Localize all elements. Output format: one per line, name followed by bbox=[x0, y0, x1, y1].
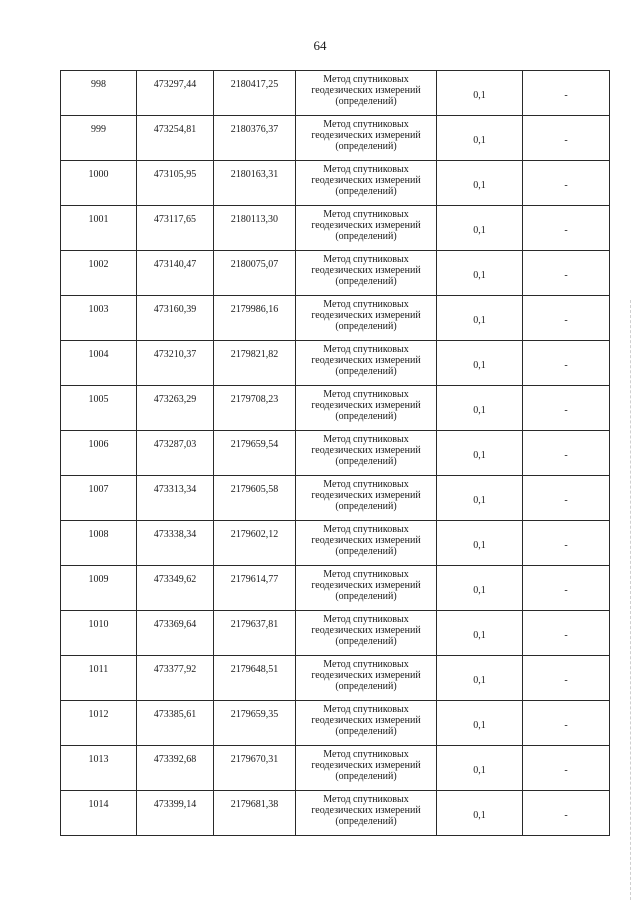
method-line: Метод спутниковых bbox=[323, 569, 409, 580]
accuracy-cell: 0,1 bbox=[437, 701, 523, 746]
description-cell: - bbox=[523, 791, 610, 836]
method-line: Метод спутниковых bbox=[323, 614, 409, 625]
x-coordinate-cell: 473117,65 bbox=[137, 206, 214, 251]
method-line: геодезических измерений bbox=[311, 580, 421, 591]
method-cell bbox=[296, 566, 437, 611]
description-cell: - bbox=[523, 161, 610, 206]
description-cell: - bbox=[523, 116, 610, 161]
method-line: (определений) bbox=[335, 681, 397, 692]
description-cell: - bbox=[523, 611, 610, 656]
method-line: геодезических измерений bbox=[311, 220, 421, 231]
point-number-cell: 1001 bbox=[61, 206, 137, 251]
x-coordinate-cell: 473369,64 bbox=[137, 611, 214, 656]
page-number: 64 bbox=[313, 38, 327, 53]
y-coordinate-cell: 2179602,12 bbox=[214, 521, 296, 566]
y-coordinate-cell: 2179648,51 bbox=[214, 656, 296, 701]
method-line: (определений) bbox=[335, 231, 397, 242]
table-row bbox=[61, 746, 610, 791]
x-coordinate-cell: 473105,95 bbox=[137, 161, 214, 206]
method-cell bbox=[296, 656, 437, 701]
point-number-cell: 1012 bbox=[61, 701, 137, 746]
method-line: геодезических измерений bbox=[311, 490, 421, 501]
method-line: Метод спутниковых bbox=[323, 164, 409, 175]
y-coordinate-cell: 2180163,31 bbox=[214, 161, 296, 206]
method-cell bbox=[296, 341, 437, 386]
accuracy-cell: 0,1 bbox=[437, 386, 523, 431]
table-row bbox=[61, 206, 610, 251]
method-line: геодезических измерений bbox=[311, 670, 421, 681]
method-cell bbox=[296, 296, 437, 341]
description-cell: - bbox=[523, 476, 610, 521]
method-cell bbox=[296, 251, 437, 296]
table-row bbox=[61, 431, 610, 476]
y-coordinate-cell: 2179670,31 bbox=[214, 746, 296, 791]
method-line: Метод спутниковых bbox=[323, 74, 409, 85]
accuracy-cell: 0,1 bbox=[437, 521, 523, 566]
accuracy-cell: 0,1 bbox=[437, 431, 523, 476]
table-row bbox=[61, 116, 610, 161]
method-line: Метод спутниковых bbox=[323, 389, 409, 400]
method-line: геодезических измерений bbox=[311, 535, 421, 546]
method-cell bbox=[296, 521, 437, 566]
x-coordinate-cell: 473349,62 bbox=[137, 566, 214, 611]
accuracy-cell: 0,1 bbox=[437, 566, 523, 611]
x-coordinate-cell: 473377,92 bbox=[137, 656, 214, 701]
method-line: (определений) bbox=[335, 366, 397, 377]
method-line: геодезических измерений bbox=[311, 400, 421, 411]
method-line: Метод спутниковых bbox=[323, 299, 409, 310]
table-row bbox=[61, 701, 610, 746]
point-number-cell: 1008 bbox=[61, 521, 137, 566]
accuracy-cell: 0,1 bbox=[437, 161, 523, 206]
method-line: (определений) bbox=[335, 456, 397, 467]
accuracy-cell: 0,1 bbox=[437, 251, 523, 296]
x-coordinate-cell: 473254,81 bbox=[137, 116, 214, 161]
method-line: (определений) bbox=[335, 546, 397, 557]
y-coordinate-cell: 2180113,30 bbox=[214, 206, 296, 251]
x-coordinate-cell: 473263,29 bbox=[137, 386, 214, 431]
x-coordinate-cell: 473297,44 bbox=[137, 71, 214, 116]
accuracy-cell: 0,1 bbox=[437, 476, 523, 521]
method-cell bbox=[296, 746, 437, 791]
method-line: геодезических измерений bbox=[311, 805, 421, 816]
method-cell bbox=[296, 791, 437, 836]
x-coordinate-cell: 473392,68 bbox=[137, 746, 214, 791]
accuracy-cell: 0,1 bbox=[437, 341, 523, 386]
method-line: (определений) bbox=[335, 636, 397, 647]
method-line: Метод спутниковых bbox=[323, 659, 409, 670]
scan-margin-line bbox=[630, 300, 632, 900]
description-cell: - bbox=[523, 71, 610, 116]
description-cell: - bbox=[523, 746, 610, 791]
description-cell: - bbox=[523, 431, 610, 476]
x-coordinate-cell: 473210,37 bbox=[137, 341, 214, 386]
x-coordinate-cell: 473287,03 bbox=[137, 431, 214, 476]
method-line: (определений) bbox=[335, 771, 397, 782]
method-line: Метод спутниковых bbox=[323, 254, 409, 265]
x-coordinate-cell: 473399,14 bbox=[137, 791, 214, 836]
table-body bbox=[61, 71, 610, 836]
y-coordinate-cell: 2180075,07 bbox=[214, 251, 296, 296]
method-line: Метод спутниковых bbox=[323, 209, 409, 220]
point-number-cell: 1010 bbox=[61, 611, 137, 656]
method-line: геодезических измерений bbox=[311, 310, 421, 321]
y-coordinate-cell: 2179821,82 bbox=[214, 341, 296, 386]
y-coordinate-cell: 2179681,38 bbox=[214, 791, 296, 836]
table-row bbox=[61, 521, 610, 566]
table-row bbox=[61, 656, 610, 701]
point-number-cell: 1011 bbox=[61, 656, 137, 701]
method-line: (определений) bbox=[335, 276, 397, 287]
point-number-cell: 998 bbox=[61, 71, 137, 116]
description-cell: - bbox=[523, 386, 610, 431]
method-cell bbox=[296, 206, 437, 251]
method-line: геодезических измерений bbox=[311, 715, 421, 726]
method-line: геодезических измерений bbox=[311, 760, 421, 771]
method-cell bbox=[296, 431, 437, 476]
method-cell bbox=[296, 71, 437, 116]
point-number-cell: 1014 bbox=[61, 791, 137, 836]
method-line: геодезических измерений bbox=[311, 85, 421, 96]
y-coordinate-cell: 2180376,37 bbox=[214, 116, 296, 161]
method-line: Метод спутниковых bbox=[323, 479, 409, 490]
point-number-cell: 1009 bbox=[61, 566, 137, 611]
method-line: геодезических измерений bbox=[311, 625, 421, 636]
point-number-cell: 1003 bbox=[61, 296, 137, 341]
description-cell: - bbox=[523, 206, 610, 251]
point-number-cell: 1007 bbox=[61, 476, 137, 521]
x-coordinate-cell: 473140,47 bbox=[137, 251, 214, 296]
method-line: (определений) bbox=[335, 96, 397, 107]
point-number-cell: 1013 bbox=[61, 746, 137, 791]
method-line: Метод спутниковых bbox=[323, 344, 409, 355]
accuracy-cell: 0,1 bbox=[437, 791, 523, 836]
description-cell: - bbox=[523, 521, 610, 566]
accuracy-cell: 0,1 bbox=[437, 656, 523, 701]
description-cell: - bbox=[523, 251, 610, 296]
method-line: (определений) bbox=[335, 321, 397, 332]
y-coordinate-cell: 2179637,81 bbox=[214, 611, 296, 656]
method-line: Метод спутниковых bbox=[323, 524, 409, 535]
description-cell: - bbox=[523, 656, 610, 701]
y-coordinate-cell: 2179605,58 bbox=[214, 476, 296, 521]
accuracy-cell: 0,1 bbox=[437, 71, 523, 116]
table-row bbox=[61, 71, 610, 116]
accuracy-cell: 0,1 bbox=[437, 611, 523, 656]
point-number-cell: 1004 bbox=[61, 341, 137, 386]
table-row bbox=[61, 341, 610, 386]
method-line: Метод спутниковых bbox=[323, 704, 409, 715]
table-row bbox=[61, 791, 610, 836]
table-row bbox=[61, 251, 610, 296]
table-row bbox=[61, 161, 610, 206]
accuracy-cell: 0,1 bbox=[437, 746, 523, 791]
method-line: геодезических измерений bbox=[311, 130, 421, 141]
description-cell: - bbox=[523, 701, 610, 746]
x-coordinate-cell: 473313,34 bbox=[137, 476, 214, 521]
method-line: (определений) bbox=[335, 186, 397, 197]
table-row bbox=[61, 386, 610, 431]
point-number-cell: 1000 bbox=[61, 161, 137, 206]
y-coordinate-cell: 2179614,77 bbox=[214, 566, 296, 611]
point-number-cell: 999 bbox=[61, 116, 137, 161]
method-line: геодезических измерений bbox=[311, 265, 421, 276]
y-coordinate-cell: 2179659,54 bbox=[214, 431, 296, 476]
point-number-cell: 1002 bbox=[61, 251, 137, 296]
method-line: Метод спутниковых bbox=[323, 434, 409, 445]
method-line: (определений) bbox=[335, 591, 397, 602]
point-number-cell: 1006 bbox=[61, 431, 137, 476]
method-cell bbox=[296, 701, 437, 746]
method-line: Метод спутниковых bbox=[323, 794, 409, 805]
x-coordinate-cell: 473160,39 bbox=[137, 296, 214, 341]
method-cell bbox=[296, 116, 437, 161]
method-cell bbox=[296, 476, 437, 521]
method-line: (определений) bbox=[335, 141, 397, 152]
description-cell: - bbox=[523, 566, 610, 611]
description-cell: - bbox=[523, 341, 610, 386]
method-line: Метод спутниковых bbox=[323, 749, 409, 760]
method-cell bbox=[296, 161, 437, 206]
method-line: геодезических измерений bbox=[311, 355, 421, 366]
table-row bbox=[61, 296, 610, 341]
method-cell bbox=[296, 386, 437, 431]
accuracy-cell: 0,1 bbox=[437, 116, 523, 161]
table-row bbox=[61, 611, 610, 656]
method-line: геодезических измерений bbox=[311, 175, 421, 186]
coordinates-table bbox=[60, 70, 610, 836]
method-line: Метод спутниковых bbox=[323, 119, 409, 130]
accuracy-cell: 0,1 bbox=[437, 206, 523, 251]
y-coordinate-cell: 2179708,23 bbox=[214, 386, 296, 431]
table-row bbox=[61, 476, 610, 521]
method-line: (определений) bbox=[335, 411, 397, 422]
x-coordinate-cell: 473338,34 bbox=[137, 521, 214, 566]
method-line: (определений) bbox=[335, 501, 397, 512]
accuracy-cell: 0,1 bbox=[437, 296, 523, 341]
method-line: геодезических измерений bbox=[311, 445, 421, 456]
x-coordinate-cell: 473385,61 bbox=[137, 701, 214, 746]
y-coordinate-cell: 2179986,16 bbox=[214, 296, 296, 341]
method-cell bbox=[296, 611, 437, 656]
description-cell: - bbox=[523, 296, 610, 341]
point-number-cell: 1005 bbox=[61, 386, 137, 431]
method-line: (определений) bbox=[335, 726, 397, 737]
y-coordinate-cell: 2180417,25 bbox=[214, 71, 296, 116]
method-line: (определений) bbox=[335, 816, 397, 827]
y-coordinate-cell: 2179659,35 bbox=[214, 701, 296, 746]
table-row bbox=[61, 566, 610, 611]
